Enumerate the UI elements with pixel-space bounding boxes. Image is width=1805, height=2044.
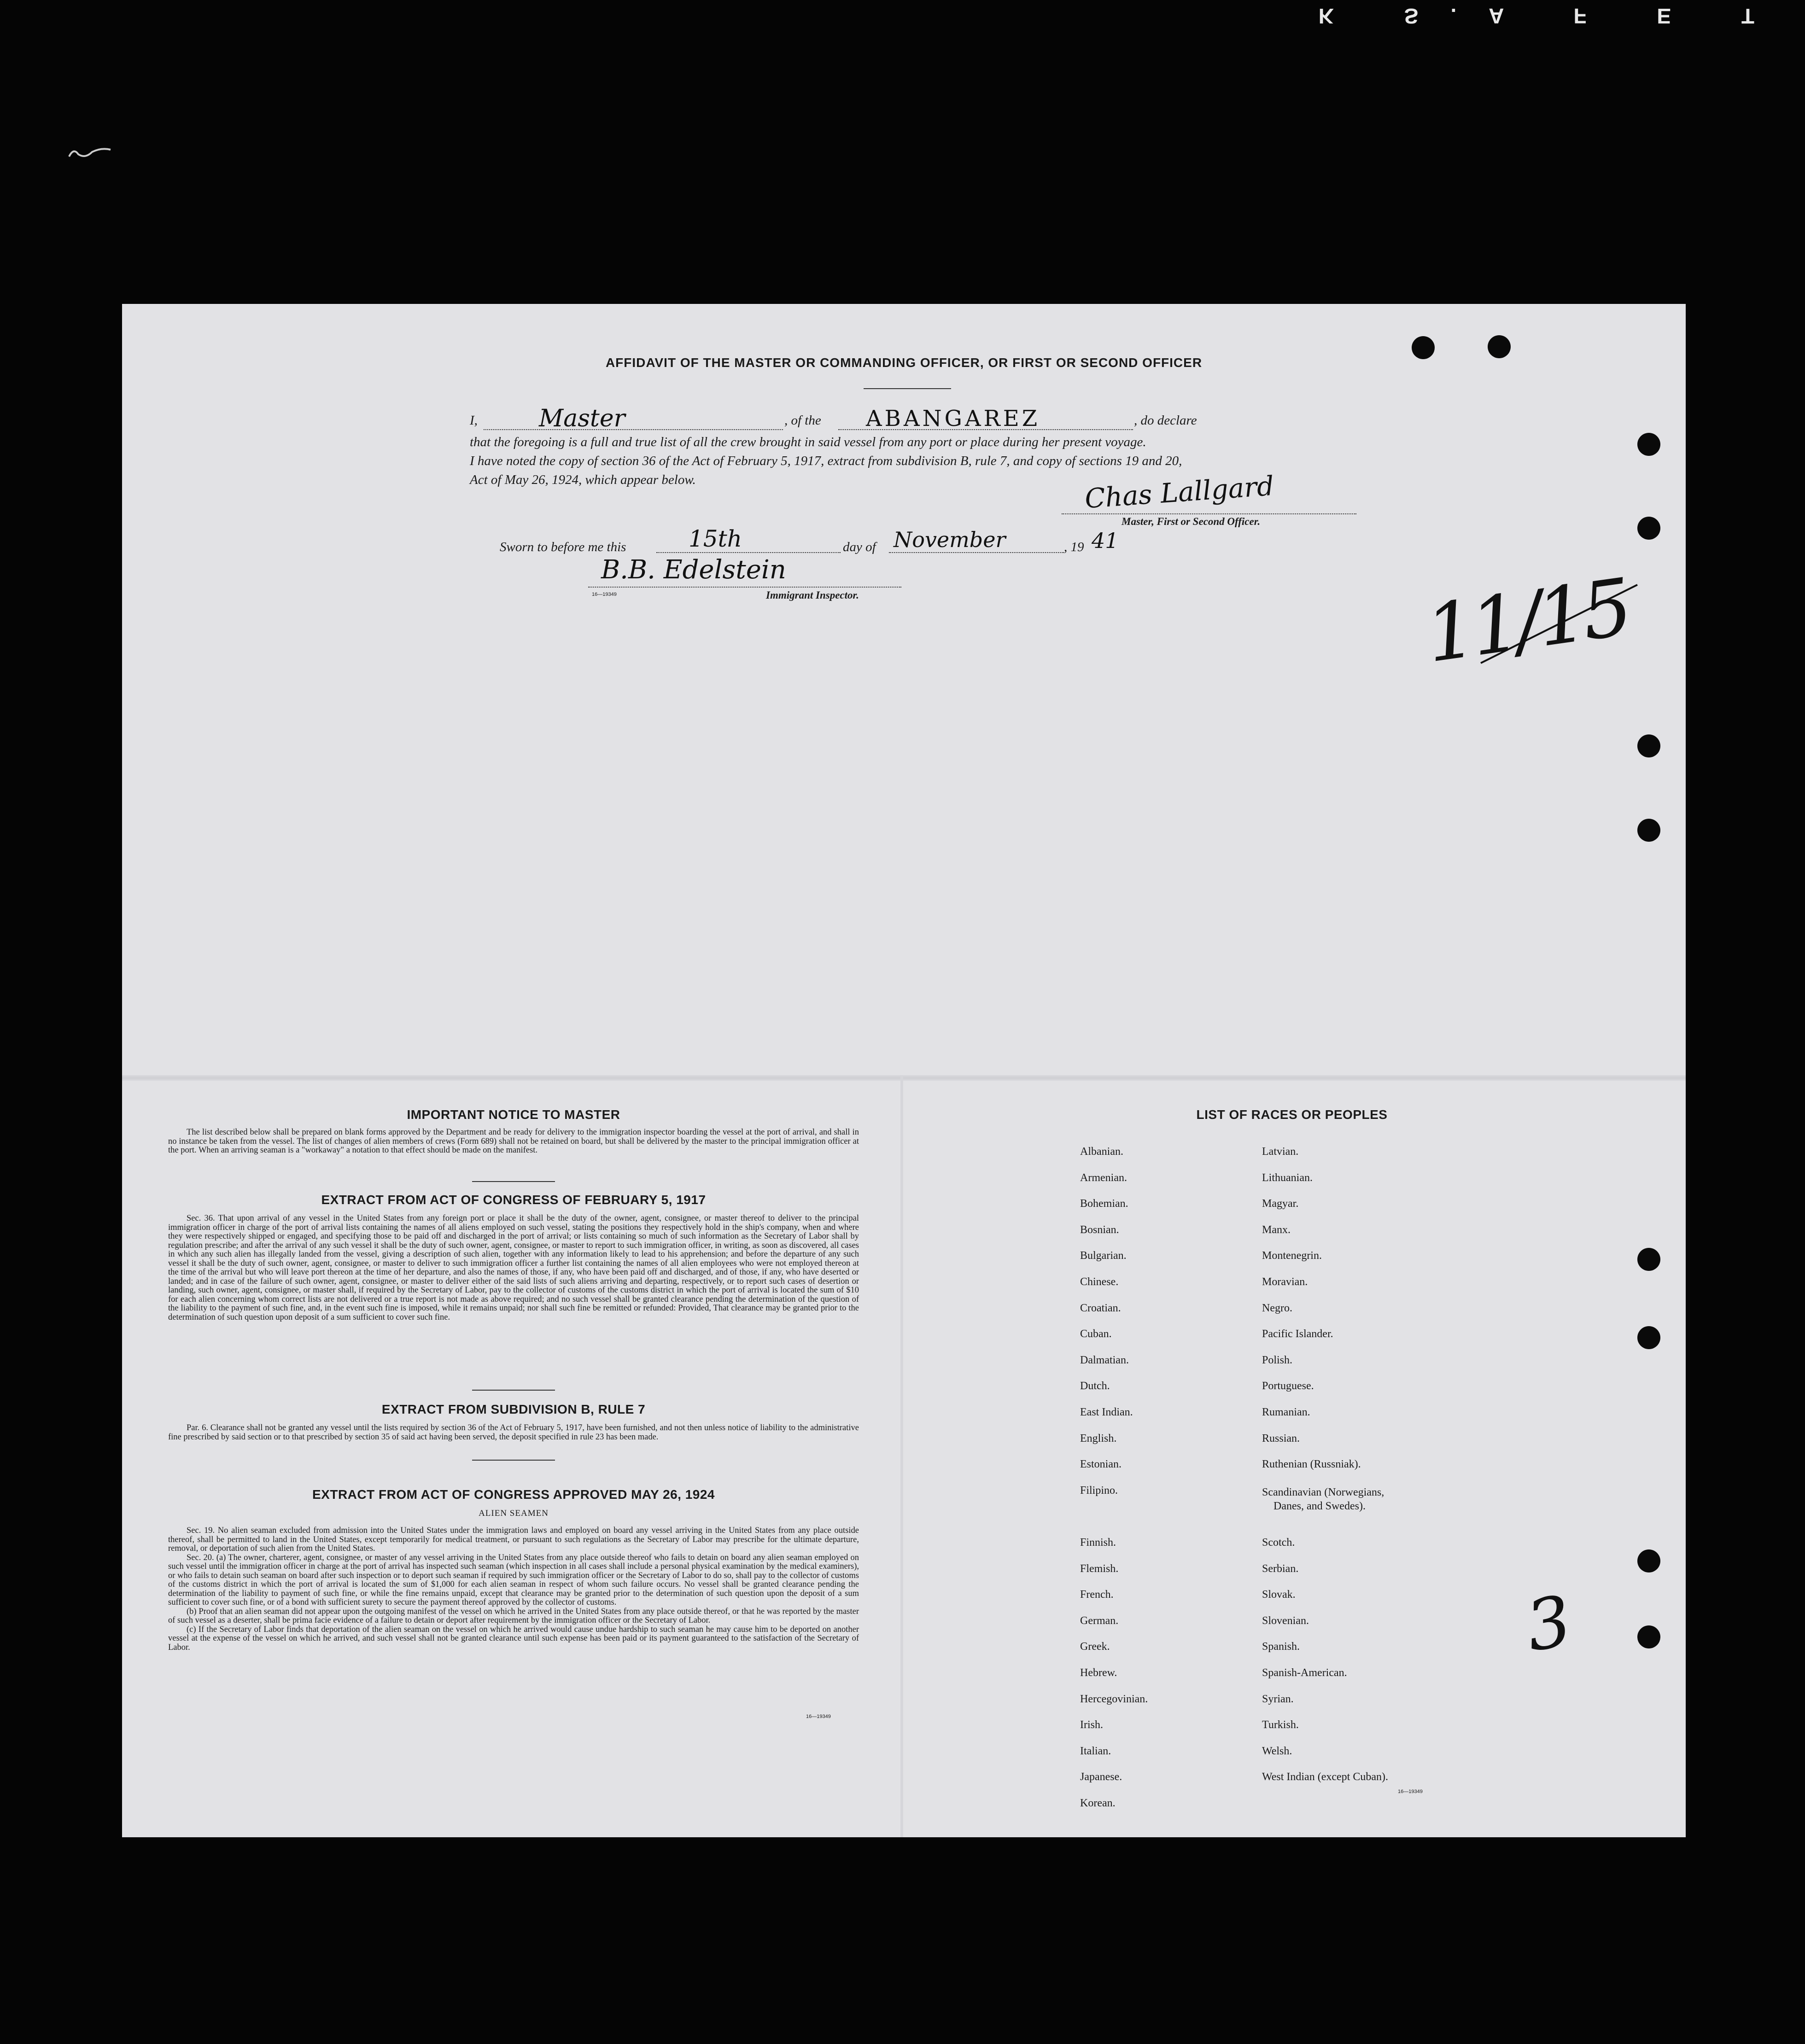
race-item: Latvian. [1262,1146,1299,1158]
race-item: Flemish. [1080,1562,1119,1575]
signature-line [1062,513,1356,514]
master-label: Master, First or Second Officer. [1122,516,1261,527]
sworn-day-field [656,525,841,553]
race-item: Chinese. [1080,1276,1119,1288]
race-item: Pacific Islander. [1262,1328,1333,1340]
punch-hole [1637,819,1660,842]
act-1924-section-19: Sec. 19. No alien seaman excluded from admission into the United States under the immigration laws and employed on board any vessel arriving in the United States from any place outside thereof, shall be permitted to land in the United States, except temporarily for medical treatment, or pursuant to such regulations as the Secretary of Labor may prescribe for the ultimate departure, removal, or deportation of such alien from the United States. [168,1526,859,1553]
affidavit-mid: , of the [784,413,821,428]
affidavit-prefix: I, [470,413,478,428]
act-1924-section-20c: (c) If the Secretary of Labor finds that deportation of the alien seaman on the vessel on which he arrived would cause undue hardship to such seaman he may cause him to be deported on another vessel at the expense of the vessel on which he arrived, and such vessel shall not be granted clearance until such expense has been paid or its payment guaranteed to the satisfaction of the Secretary of Labor. [168,1625,859,1652]
race-item: English. [1080,1432,1117,1444]
officer-rank-field [484,405,783,432]
divider [864,388,951,389]
race-item: Irish. [1080,1719,1103,1731]
race-item: Lithuanian. [1262,1171,1313,1184]
act-1924-title: EXTRACT FROM ACT OF CONGRESS APPROVED MAY 26, 1924 [312,1487,715,1502]
race-item: French. [1080,1589,1114,1601]
affidavit-line-4: Act of May 26, 1924, which appear below. [470,472,696,487]
race-item: Moravian. [1262,1276,1308,1288]
race-item: Turkish. [1262,1719,1299,1731]
race-item: Cuban. [1080,1328,1112,1340]
sworn-year-handwritten: 41 [1092,528,1119,553]
sworn-prefix: Sworn to before me this [500,540,626,554]
film-edge-marking: K S.A F E T [1318,4,1787,28]
page-fold [122,1075,1686,1081]
race-item: East Indian. [1080,1406,1133,1418]
act-1917-text: Sec. 36. That upon arrival of any vessel in the United States from any foreign port or place it shall be the duty of the owner, agent, consignee, or master thereof to deliver to the principal immigration officer in charge of the port of arrival lists containing the names of all aliens employed on such vessel, stating the positions they respectively hold in the ship's company, when and where they were respectively shipped or engaged, and specifying those to be paid off and discharged in the port of arrival; or lists containing so much of such information as the Secretary of Labor shall by regulation prescribe; and after the arrival of any such vessel it shall be the duty of such owner, agent, consignee, or master to report to such immigration officer, in writing, as soon as discovered, all cases in which any such alien has illegally landed from the vessel, giving a description of such alien, together with any information likely to lead to his apprehension; and before the departure of any such vessel it shall be the duty of such owner, agent, consignee, or master to deliver to such immigration officer a further list containing the names of all alien employees who were not employed thereon at the time of the arrival but who will leave port thereon at the time of her departure, and also the names of those, if any, who have been paid off and discharged, and of those, if any, who have deserted or landed; and in case of the failure of such owner, agent, consignee, or master to deliver either of the said lists of such aliens arriving and departing, respectively, or to report such cases of desertion or landing, such owner, agent, consignee, or master shall, if required by the Secretary of Labor, pay to the collector of customs of the customs district in which the port of arrival is located the sum of $10 for each alien concerning whom correct lists are not delivered or a true report is not made as above required; and no such vessel shall be granted clearance pending the determination of the question of the liability to the payment of such fine, and, in the event such fine is imposed, while it remains unpaid; nor shall such fine be remitted or refunded: Provided, That clearance may be granted prior to the determination of such question upon deposit of a sum sufficient to cover such fine. [168,1214,859,1322]
sworn-line [500,525,1283,555]
race-item: Korean. [1080,1797,1116,1809]
race-item: Spanish-American. [1262,1667,1347,1679]
race-item: Manx. [1262,1223,1291,1236]
punch-hole [1637,1549,1660,1572]
race-item: Portuguese. [1262,1380,1314,1392]
race-item: Polish. [1262,1354,1293,1366]
divider [472,1181,555,1182]
sworn-mid: day of [843,540,876,554]
act-1924-section-20b: (b) Proof that an alien seaman did not appear upon the outgoing manifest of the vessel on which he arrived in the United States from any place outside thereof, or that he was reported by the master of such vessel as a deserter, shall be prima facie evidence of a failure to detain or deport after requirement by the immigration officer or the Secretary of Labor. [168,1607,859,1625]
race-item: Finnish. [1080,1537,1116,1549]
race-item: Bosnian. [1080,1223,1119,1236]
sworn-month-handwritten: November [894,527,1006,552]
margin-stroke [1472,580,1647,672]
margin-scribble [64,138,120,166]
race-item: Armenian. [1080,1171,1127,1184]
officer-rank-handwritten: Master [539,405,625,432]
rule7-title: EXTRACT FROM SUBDIVISION B, RULE 7 [381,1402,646,1416]
notice-title: IMPORTANT NOTICE TO MASTER [407,1107,620,1122]
sworn-month-field [889,527,1064,553]
act-1924-subtitle: ALIEN SEAMEN [479,1508,549,1518]
sworn-year-prefix: , 19 [1064,540,1084,554]
race-item: Japanese. [1080,1771,1122,1783]
form-number: 16—19349 [592,592,617,597]
notice-text: The list described below shall be prepared on blank forms approved by the Department and be ready for delivery to the immigration inspector boarding the vessel at the port of arrival, and shall in no instance be taken from the vessel. The list of changes of alien members of crews (Form 689) shall not be retained on board, but shall be delivered by the master to the principal immigration officer at the port. When an arriving seaman is a "workaway" a notation to that effect should be made on the manifest. [168,1128,859,1155]
vessel-name-handwritten: ABANGAREZ [866,406,1040,431]
race-item: Negro. [1262,1302,1292,1314]
race-item: Italian. [1080,1745,1111,1757]
form-number: 16—19349 [806,1714,831,1719]
rule7-body [168,1424,859,1442]
race-item: Russian. [1262,1432,1300,1444]
race-item: Rumanian. [1262,1406,1310,1418]
race-item: Croatian. [1080,1302,1121,1314]
punch-hole [1637,517,1660,540]
race-item: Serbian. [1262,1562,1299,1575]
form-number: 16—19349 [1398,1789,1423,1794]
act-1924-body [168,1526,859,1652]
race-item: Montenegrin. [1262,1250,1322,1262]
punch-hole [1637,1248,1660,1271]
race-item: Hercegovinian. [1080,1693,1148,1705]
punch-hole [1637,734,1660,757]
vessel-name-field [838,406,1133,431]
race-item: Scandinavian (Norwegians, [1262,1486,1384,1498]
race-item: Filipino. [1080,1484,1118,1497]
race-item: Welsh. [1262,1745,1292,1757]
race-item: Dalmatian. [1080,1354,1129,1366]
race-item: Bohemian. [1080,1198,1128,1210]
affidavit-line-3: I have noted the copy of section 36 of the Act of February 5, 1917, extract from subdivision B, rule 7, and copy of sections 19 and 20, [470,454,1182,468]
signature-line [588,586,901,588]
race-item: Slovenian. [1262,1614,1309,1627]
affidavit-title: AFFIDAVIT OF THE MASTER OR COMMANDING OFFICER, OR FIRST OR SECOND OFFICER [605,355,1203,370]
inspector-label: Immigrant Inspector. [766,589,859,601]
race-item: Spanish. [1262,1641,1300,1653]
race-item: Greek. [1080,1641,1110,1653]
race-item: Bulgarian. [1080,1250,1127,1262]
affidavit-line-2: that the foregoing is a full and true list of all the crew brought in said vessel from any port or place during her present voyage. [470,435,1146,449]
document-page [122,304,1686,1837]
rule7-text: Par. 6. Clearance shall not be granted any vessel until the lists required by section 36 of the Act of February 5, 1917, have been furnished, and not then unless notice of liability to the administrative fine prescribed by said section or to that prescribed by section 35 of said act having been served, the deposit specified in rule 23 has been made. [168,1423,859,1442]
punch-hole [1637,433,1660,456]
race-item: Slovak. [1262,1589,1296,1601]
race-item: Estonian. [1080,1458,1122,1471]
race-item: German. [1080,1614,1119,1627]
master-signature: Chas Lallgard [1084,470,1275,515]
race-item: Hebrew. [1080,1667,1117,1679]
affidavit-suffix: , do declare [1134,413,1197,428]
race-item: Ruthenian (Russniak). [1262,1458,1361,1471]
affidavit-line-1 [470,405,1359,433]
race-item: Scotch. [1262,1537,1295,1549]
race-item: Magyar. [1262,1198,1299,1210]
page-fold-vertical [900,1075,903,1837]
races-title: LIST OF RACES OR PEOPLES [1196,1107,1388,1122]
race-item: Syrian. [1262,1693,1294,1705]
margin-number-annotation: 3 [1520,1581,1577,1667]
race-item: Danes, and Swedes). [1273,1500,1366,1512]
divider [472,1460,555,1461]
margin-date-annotation: 11/15 [1420,562,1634,681]
punch-hole [1488,335,1511,358]
act-1917-body [168,1214,859,1322]
race-item: Albanian. [1080,1146,1123,1158]
divider [472,1390,555,1391]
sworn-day-handwritten: 15th [689,525,742,552]
act-1924-section-20a: Sec. 20. (a) The owner, charterer, agent, consignee, or master of any vessel arriving in the United States from any place outside thereof who fails to detain on board any alien seaman employed on such vessel until the immigration officer in charge at the port of arrival has inspected such seaman (which inspection in all cases shall include a personal physical examination by the medical examiners), or who fails to detain such seaman on board after such inspection or to deport such seaman if required by such immigration officer or the Secretary of Labor to do so, shall pay to the collector of customs of the customs district in which the port of arrival is located the sum of $1,000 for each alien seaman in respect of whom such failure occurs. No vessel shall be granted clearance pending the determination of the liability to payment of such fine, or while the fine remains unpaid, except that clearance may be granted prior to the determination of such question upon the deposit of a sum sufficient to cover such fine, or of a bond with sufficient surety to secure the payment thereof approved by the collector of customs. [168,1553,859,1607]
punch-hole [1637,1625,1660,1648]
punch-hole [1637,1326,1660,1349]
notice-body [168,1128,859,1155]
act-1917-title: EXTRACT FROM ACT OF CONGRESS OF FEBRUARY 5, 1917 [321,1193,706,1207]
race-item: West Indian (except Cuban). [1262,1771,1388,1783]
inspector-signature: B.B. Edelstein [601,555,786,585]
race-item: Dutch. [1080,1380,1110,1392]
